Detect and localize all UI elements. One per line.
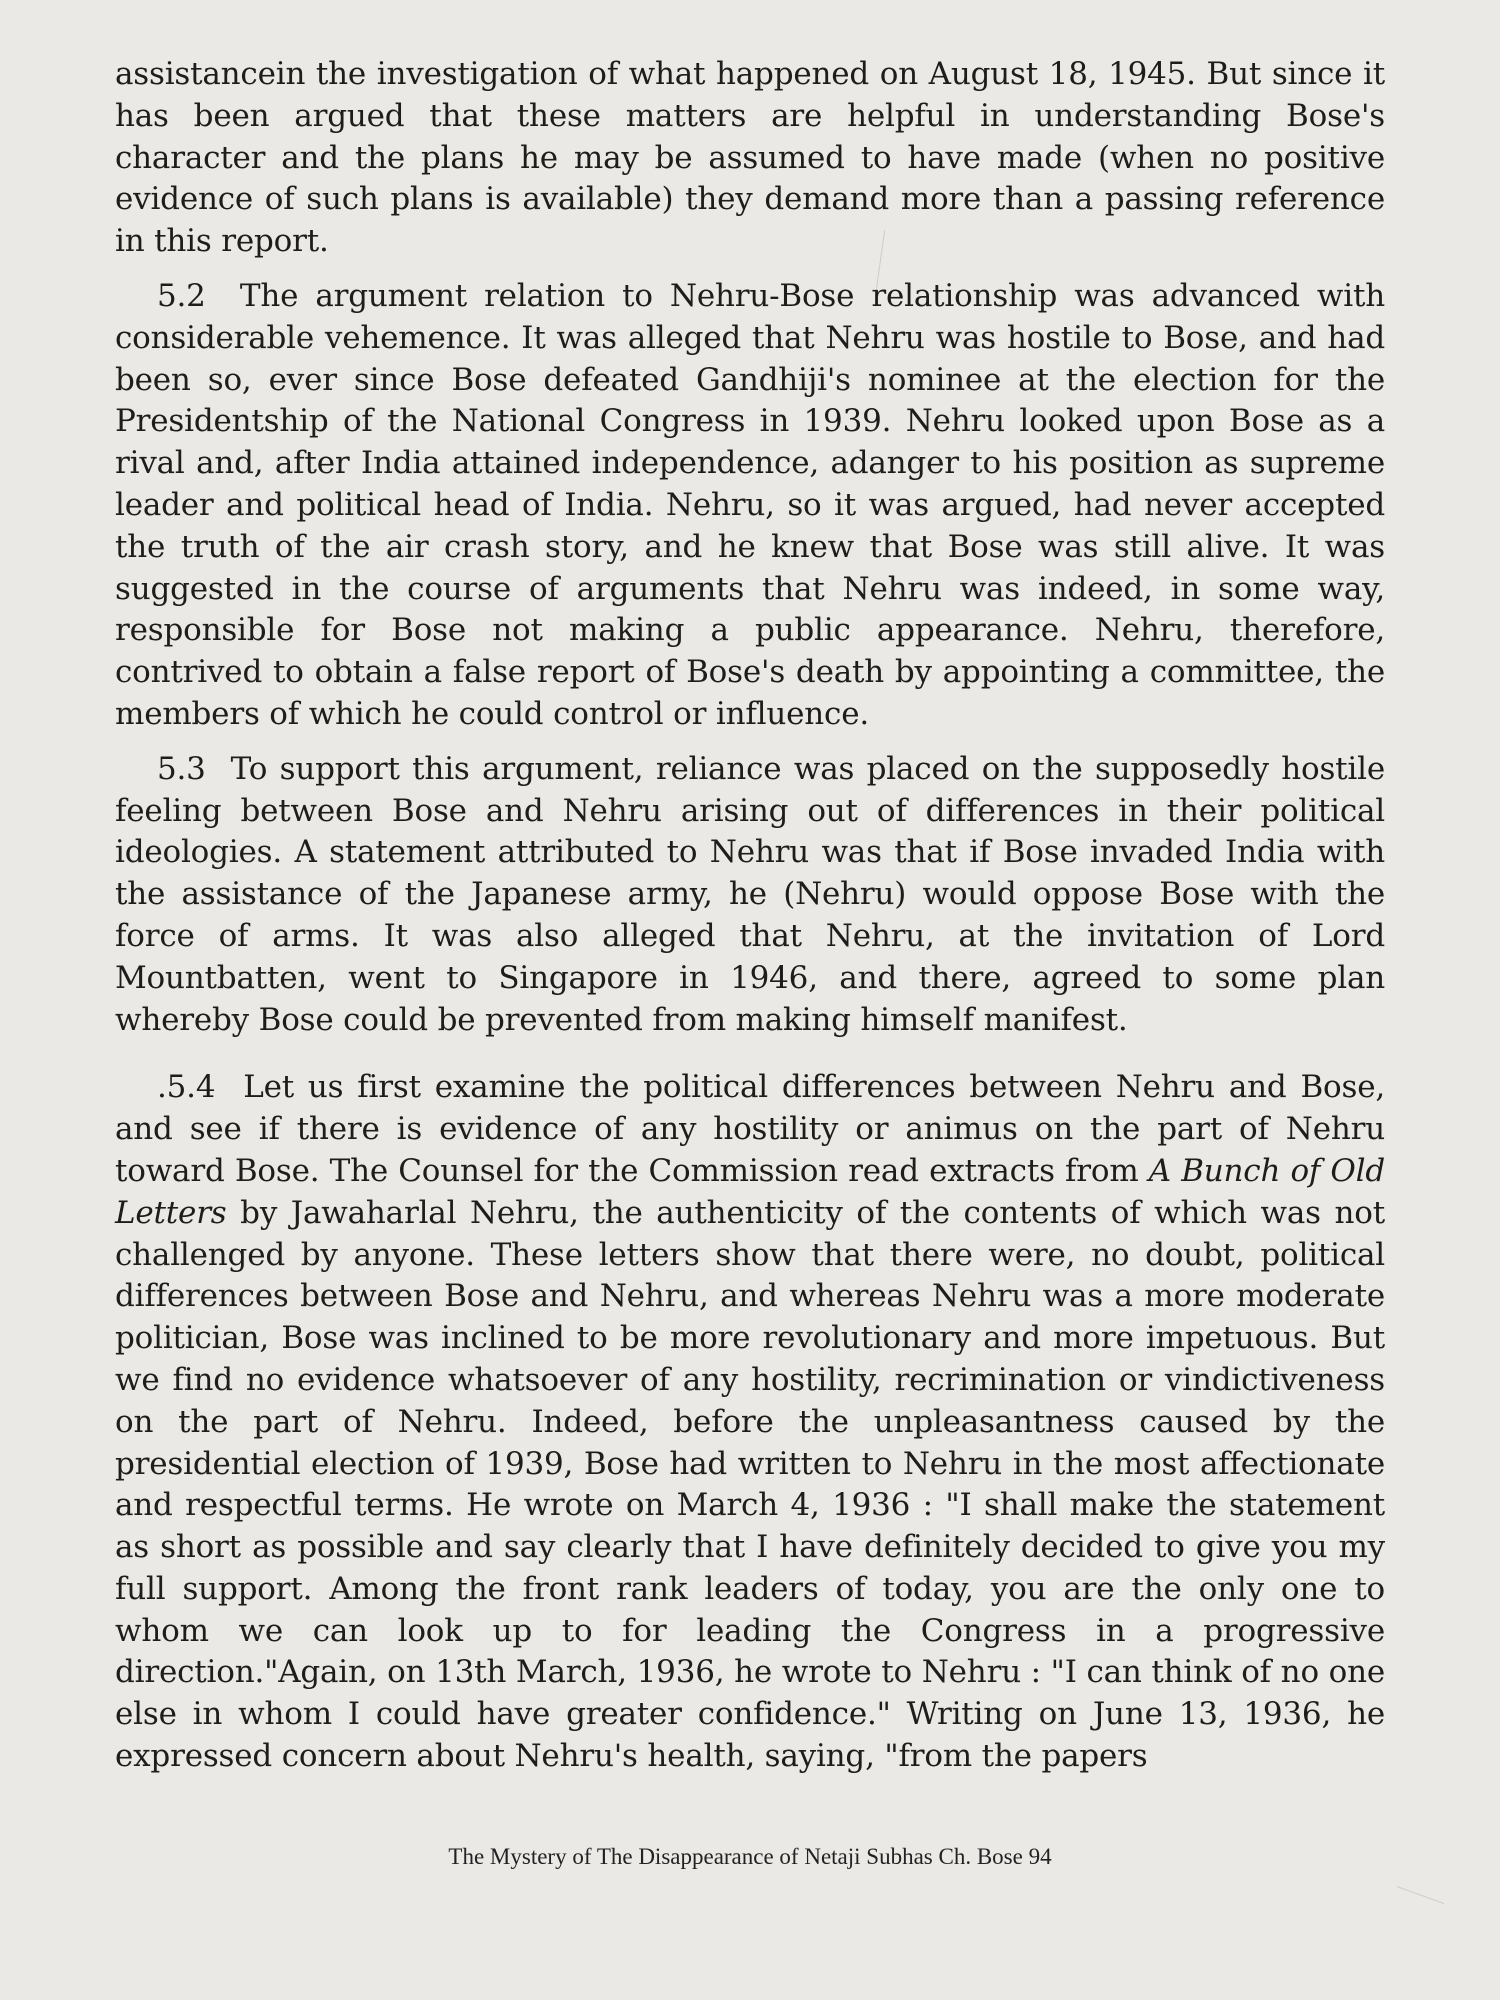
- paragraph-text: The argument relation to Nehru-Bose relationship was advanced with considerable vehemence. It was alleged that Nehru was hostile to Bose, and had been so, ever since Bose defeated Gandhiji's nominee at the election for the Presidentship of the National Congress in 1939. Nehru looked upon Bose as a rival and, after India attained independence, adanger to his position as supreme leader and political head of India. Nehru, so it was argued, had never accepted the truth of the air crash story, and he knew that Bose was still alive. It was suggested in the course of arguments that Nehru was indeed, in some way, responsible for Bose not making a public appearance. Nehru, therefore, contrived to obtain a false report of Bose's death by appointing a committee, the members of which he could control or influence.: [115, 277, 1385, 732]
- paragraph-number: .5.4: [157, 1069, 216, 1106]
- document-body: [115, 54, 1385, 1791]
- book-title: A Bunch of Old Letters: [115, 1152, 1385, 1231]
- paragraph-text: To support this argument, reliance was placed on the supposedly hostile feeling between Bose and Nehru arising out of differences in their political ideologies. A statement attributed to Nehru was that if Bose invaded India with the assistance of the Japanese army, he (Nehru) would oppose Bose with the force of arms. It was also alleged that Nehru, at the invitation of Lord Mountbatten, went to Singapore in 1946, and there, agreed to some plan whereby Bose could be prevented from making himself manifest.: [115, 750, 1385, 1038]
- paragraph-5-2: [115, 276, 1385, 736]
- paragraph-text: Let us first examine the political differences between Nehru and Bose, and see if there is evidence of any hostility or animus on the part of Nehru toward Bose. The Counsel for the Commission read extracts from: [115, 1069, 1385, 1189]
- paragraph-number: 5.2: [157, 277, 206, 314]
- paragraph-number: 5.3: [157, 750, 206, 787]
- paragraph-5-3: [115, 749, 1385, 1042]
- page-footer: The Mystery of The Disappearance of Netaji Subhas Ch. Bose 94: [448, 1844, 1052, 1869]
- paragraph-text: by Jawaharlal Nehru, the authenticity of the contents of which was not challenged by anyone. These letters show that there were, no doubt, political differences between Bose and Nehru, and whereas Nehru was a more moderate politician, Bose was inclined to be more revolutionary and more impetuous. But we find no evidence whatsoever of any hostility, recrimination or vindictiveness on the part of Nehru. Indeed, before the unpleasantness caused by the presidential election of 1939, Bose had written to Nehru in the most affectionate and respectful terms. He wrote on March 4, 1936 : "I shall make the statement as short as possible and say clearly that I have definitely decided to give you my full support. Among the front rank leaders of today, you are the only one to whom we can look up to for leading the Congress in a progressive direction."Again, on 13th March, 1936, he wrote to Nehru : "I can think of no one else in whom I could have greater confidence." Writing on June 13, 1936, he expressed concern about Nehru's health, saying, "from the papers: [115, 1194, 1385, 1775]
- paragraph-text: assistancein the investigation of what happened on August 18, 1945. But since it has been argued that these matters are helpful in understanding Bose's character and the plans he may be assumed to have made (when no positive evidence of such plans is available) they demand more than a passing reference in this report.: [115, 56, 1385, 260]
- paragraph-continuation: [115, 54, 1385, 263]
- paper-scratch-mark: [1397, 1886, 1444, 1904]
- paragraph-5-4: [115, 1067, 1385, 1778]
